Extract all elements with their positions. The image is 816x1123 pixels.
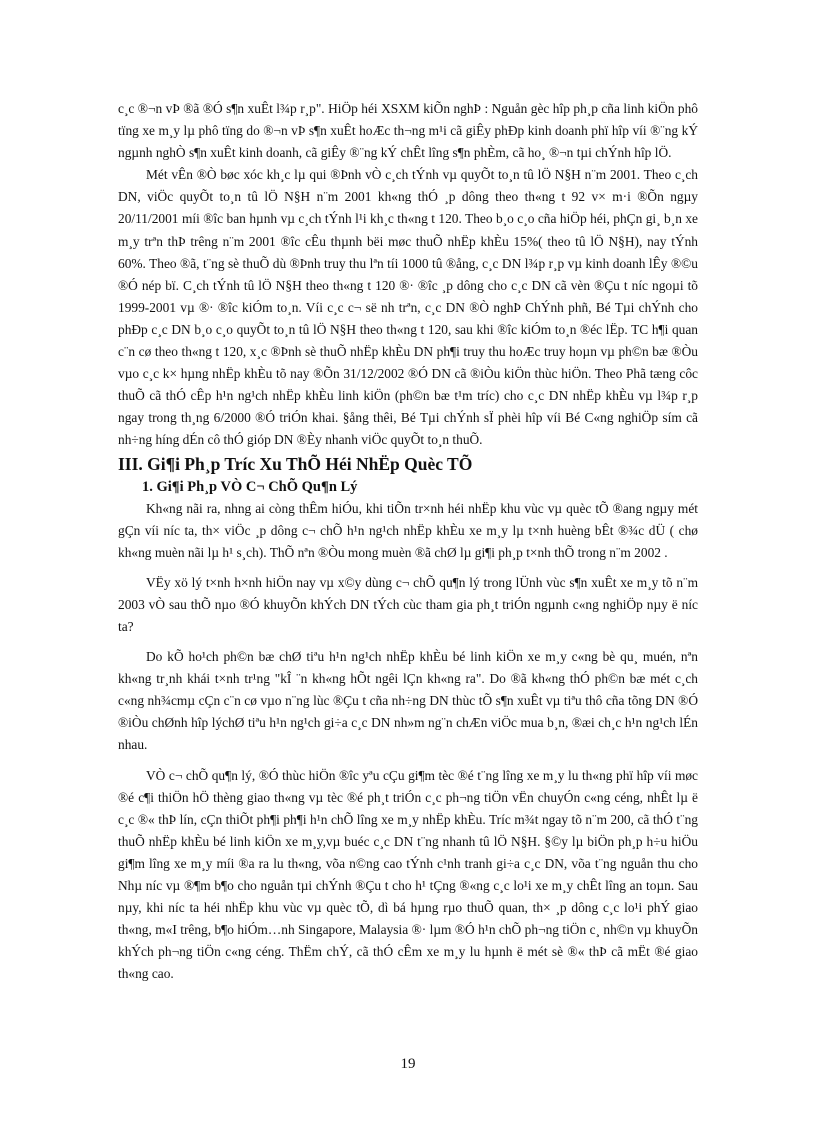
- paragraph-5: Do kÕ ho¹ch ph©n bæ chØ tiªu h¹n ng¹ch nhËp khÈu bé linh kiÖn xe m¸y c«ng bè qu¸ muén, nªn kh«ng tr¸nh khái t×nh tr¹ng "kÎ ¨n kh«ng hÕt ngêi lÇn kh«ng ra". Do ®ã kh«ng thÓ ph©n bæ mét c¸ch c«ng nh¾cmµ cÇn c¨n cø vµo n¨ng lùc ®Çu t cña nh÷ng DN thùc tÕ s¶n xuÊt vµ tiªu thô cña tõng DN ®Ó ®iÒu chØnh hîp lýchØ tiªu h¹n ng¹ch gi÷a c¸c DN nh»m ng¨n chÆn viÖc mua b¸n, ®æi ch¸c h¹n ng¹ch lÉn nhau.: [118, 649, 698, 753]
- paragraph-4: VËy xö lý t×nh h×nh hiÖn nay vµ x©y dùng c¬ chÕ qu¶n lý trong lÜnh vùc s¶n xuÊt xe m¸y tõ n¨m 2003 vÒ sau thÕ nµo ®Ó khuyÕn khÝch DN tÝch cùc tham gia ph¸t triÓn ngµnh c«ng nghiÖp nµy ë níc ta?: [118, 574, 698, 634]
- paragraph-6: VÒ c¬ chÕ qu¶n lý, ®Ó thùc hiÖn ®îc yªu cÇu gi¶m tèc ®é t¨ng lîng xe m¸y lu th«ng phï hîp víi møc ®é c¶i thiÖn hÖ thèng giao th«ng vµ tèc ®é ph¸t triÓn c¸c ph¬ng tiÖn vËn chuyÓn c«ng céng, nhÊt lµ ë c¸c ®« thÞ lín, cÇn thiÕt ph¶i ph¶i h¹n chÕ lîng xe m¸y nhËp khÈu. Tríc m¾t ngay tõ n¨m 200, cã thÓ t¨ng thuÕ nhËp khÈu bé linh kiÖn xe m¸y,vµ buéc c¸c DN t¨ng nhanh tû lÖ N§H. §©y lµ biÖn ph¸p h÷u hiÖu gi¶m lîng xe m¸y míi ®a ra lu th«ng, võa n©ng cao tÝnh c¹nh tranh gi÷a c¸c DN, võa t¨ng nguån thu cho Nhµ níc vµ ®¶m b¶o cho nguån tµi chÝnh ®Çu t cho h¹ tÇng ®«ng c¸c lo¹i xe m¸y chÊt lîng an toµn. Sau nµy, khi níc ta héi nhËp khu vùc vµ quèc tÕ, dì bá hµng rµo thuÕ quan, th× ¸p dông c¸c lo¹i phÝ giao th«ng, m«I trêng, b¶o hiÓm…nh Singapore, Malaysia ®· lµm ®Ó h¹n chÕ ph¬ng tiÖn c¸ nh©n vµ khuyÕn khÝch ph¬ng tiÖn c«ng céng. ThËm chÝ, cã thÓ cÊm xe m¸y lu hµnh ë mét sè ®« thÞ cã mËt ®é giao th«ng cao.: [118, 767, 698, 982]
- document-page: [118, 98, 698, 985]
- subsection-heading: 1. Gi¶i Ph¸p VÒ C¬ ChÕ Qu¶n Lý: [142, 478, 358, 495]
- page-number: 19: [400, 1056, 416, 1072]
- paragraph-2: Mét vÊn ®Ò bøc xóc kh¸c lµ qui ®Þnh vÒ c¸ch tÝnh vµ quyÕt to¸n tû lÖ N§H n¨m 2001. Theo c¸ch DN, viÖc quyÕt to¸n tû lÖ N§H n¨m 2001 kh«ng thÓ ¸p dông theo th«ng t 92 v× m·i ®Õn ngµy 20/11/2001 míi ®îc ban hµnh vµ c¸ch tÝnh l¹i kh¸c th«ng t 120. Theo b¸o c¸o cña hiÖp héi, phÇn gi¸ b¸n xe m¸y trªn thÞ trêng n¨m 2001 ®îc cÊu thµnh bëi møc thuÕ nhËp khÈu 15%( theo tû lÖ N§H), nay tÝnh 60%. Theo ®ã, t¨ng sè thuÕ dù ®Þnh truy thu lªn tíi 1000 tû ®ång, c¸c DN l¾p r¸p vµ kinh doanh lÊy ®©u ®Ó nép bï. C¸ch tÝnh tû lÖ N§H theo th«ng t 120 ®· ®îc ¸p dông cho c¸c DN cã vèn ®Çu t níc ngoµi tõ 1999-2001 vµ ®· ®îc kiÓm to¸n. Víi c¸c c¬ së nh trªn, c¸c DN ®Ò nghÞ ChÝnh phñ, Bé Tµi chÝnh cho phÐp c¸c DN b¸o c¸o quyÕt to¸n tû lÖ N§H theo th«ng t 120, sau khi ®îc kiÓm to¸n ®éc lËp. TC h¶i quan c¨n cø theo th«ng t 120, x¸c ®Þnh sè thuÕ nhËp khÈu DN ph¶i truy thu hoÆc truy hoµn vµ ph©n bæ ®Òu vµo c¸c k× hµng nhËp khÈu tõ nay ®Õn 31/12/2002 ®Ó DN cã ®iÒu kiÖn thùc hiÖn. Theo Phã tæng côc thuÕ cã thÓ cÊp h¹n ng¹ch nhËp khÈu linh kiÖn (ph©n bæ t¹m tríc) cho c¸c DN nhËp khÈu vµ l¾p r¸p ngay trong th¸ng 6/2000 ®Ó triÓn khai. §ång thêi, Bé Tµi chÝnh sÏ phèi hîp víi Bé C«ng nghiÖp sím cã nh÷ng híng dÉn cô thÓ gióp DN ®Èy nhanh viÖc quyÕt to¸n thuÕ.: [118, 167, 698, 448]
- paragraph-1: c¸c ®¬n vÞ ®ã ®Ó s¶n xuÊt l¾p r¸p". HiÖp héi XSXM kiÕn nghÞ : Nguån gèc hîp ph¸p cña linh kiÖn phô tïng xe m¸y lµ phô tïng do ®¬n vÞ s¶n xuÊt hoÆc th¬ng m¹i cã giÊy phÐp kinh doanh phï hîp víi ®¨ng kÝ ngµnh nghÒ s¶n xuÊt kinh doanh, cã giÊy ®¨ng kÝ chÊt lîng s¶n phÈm, cã ho¸ ®¬n tµi chÝnh hîp lÖ.: [118, 101, 698, 161]
- paragraph-3: Kh«ng nãi ra, nhng ai còng thÊm hiÓu, khi tiÕn tr×nh héi nhËp khu vùc vµ quèc tÕ ®ang ngµy mét gÇn víi níc ta, th× viÖc ¸p dông c¬ chÕ h¹n ng¹ch nhËp khÈu xe m¸y lµ t×nh huèng bÊt ®¾c dÜ ( chø kh«ng muèn nãi lµ h¹ s¸ch). ThÕ nªn ®Òu mong muèn ®ã chØ lµ gi¶i ph¸p t×nh thÕ trong n¨m 2002 .: [118, 500, 698, 560]
- section-heading: III. Gi¶i Ph¸p Tríc Xu ThÕ Héi NhËp Quèc TÕ: [118, 453, 473, 474]
